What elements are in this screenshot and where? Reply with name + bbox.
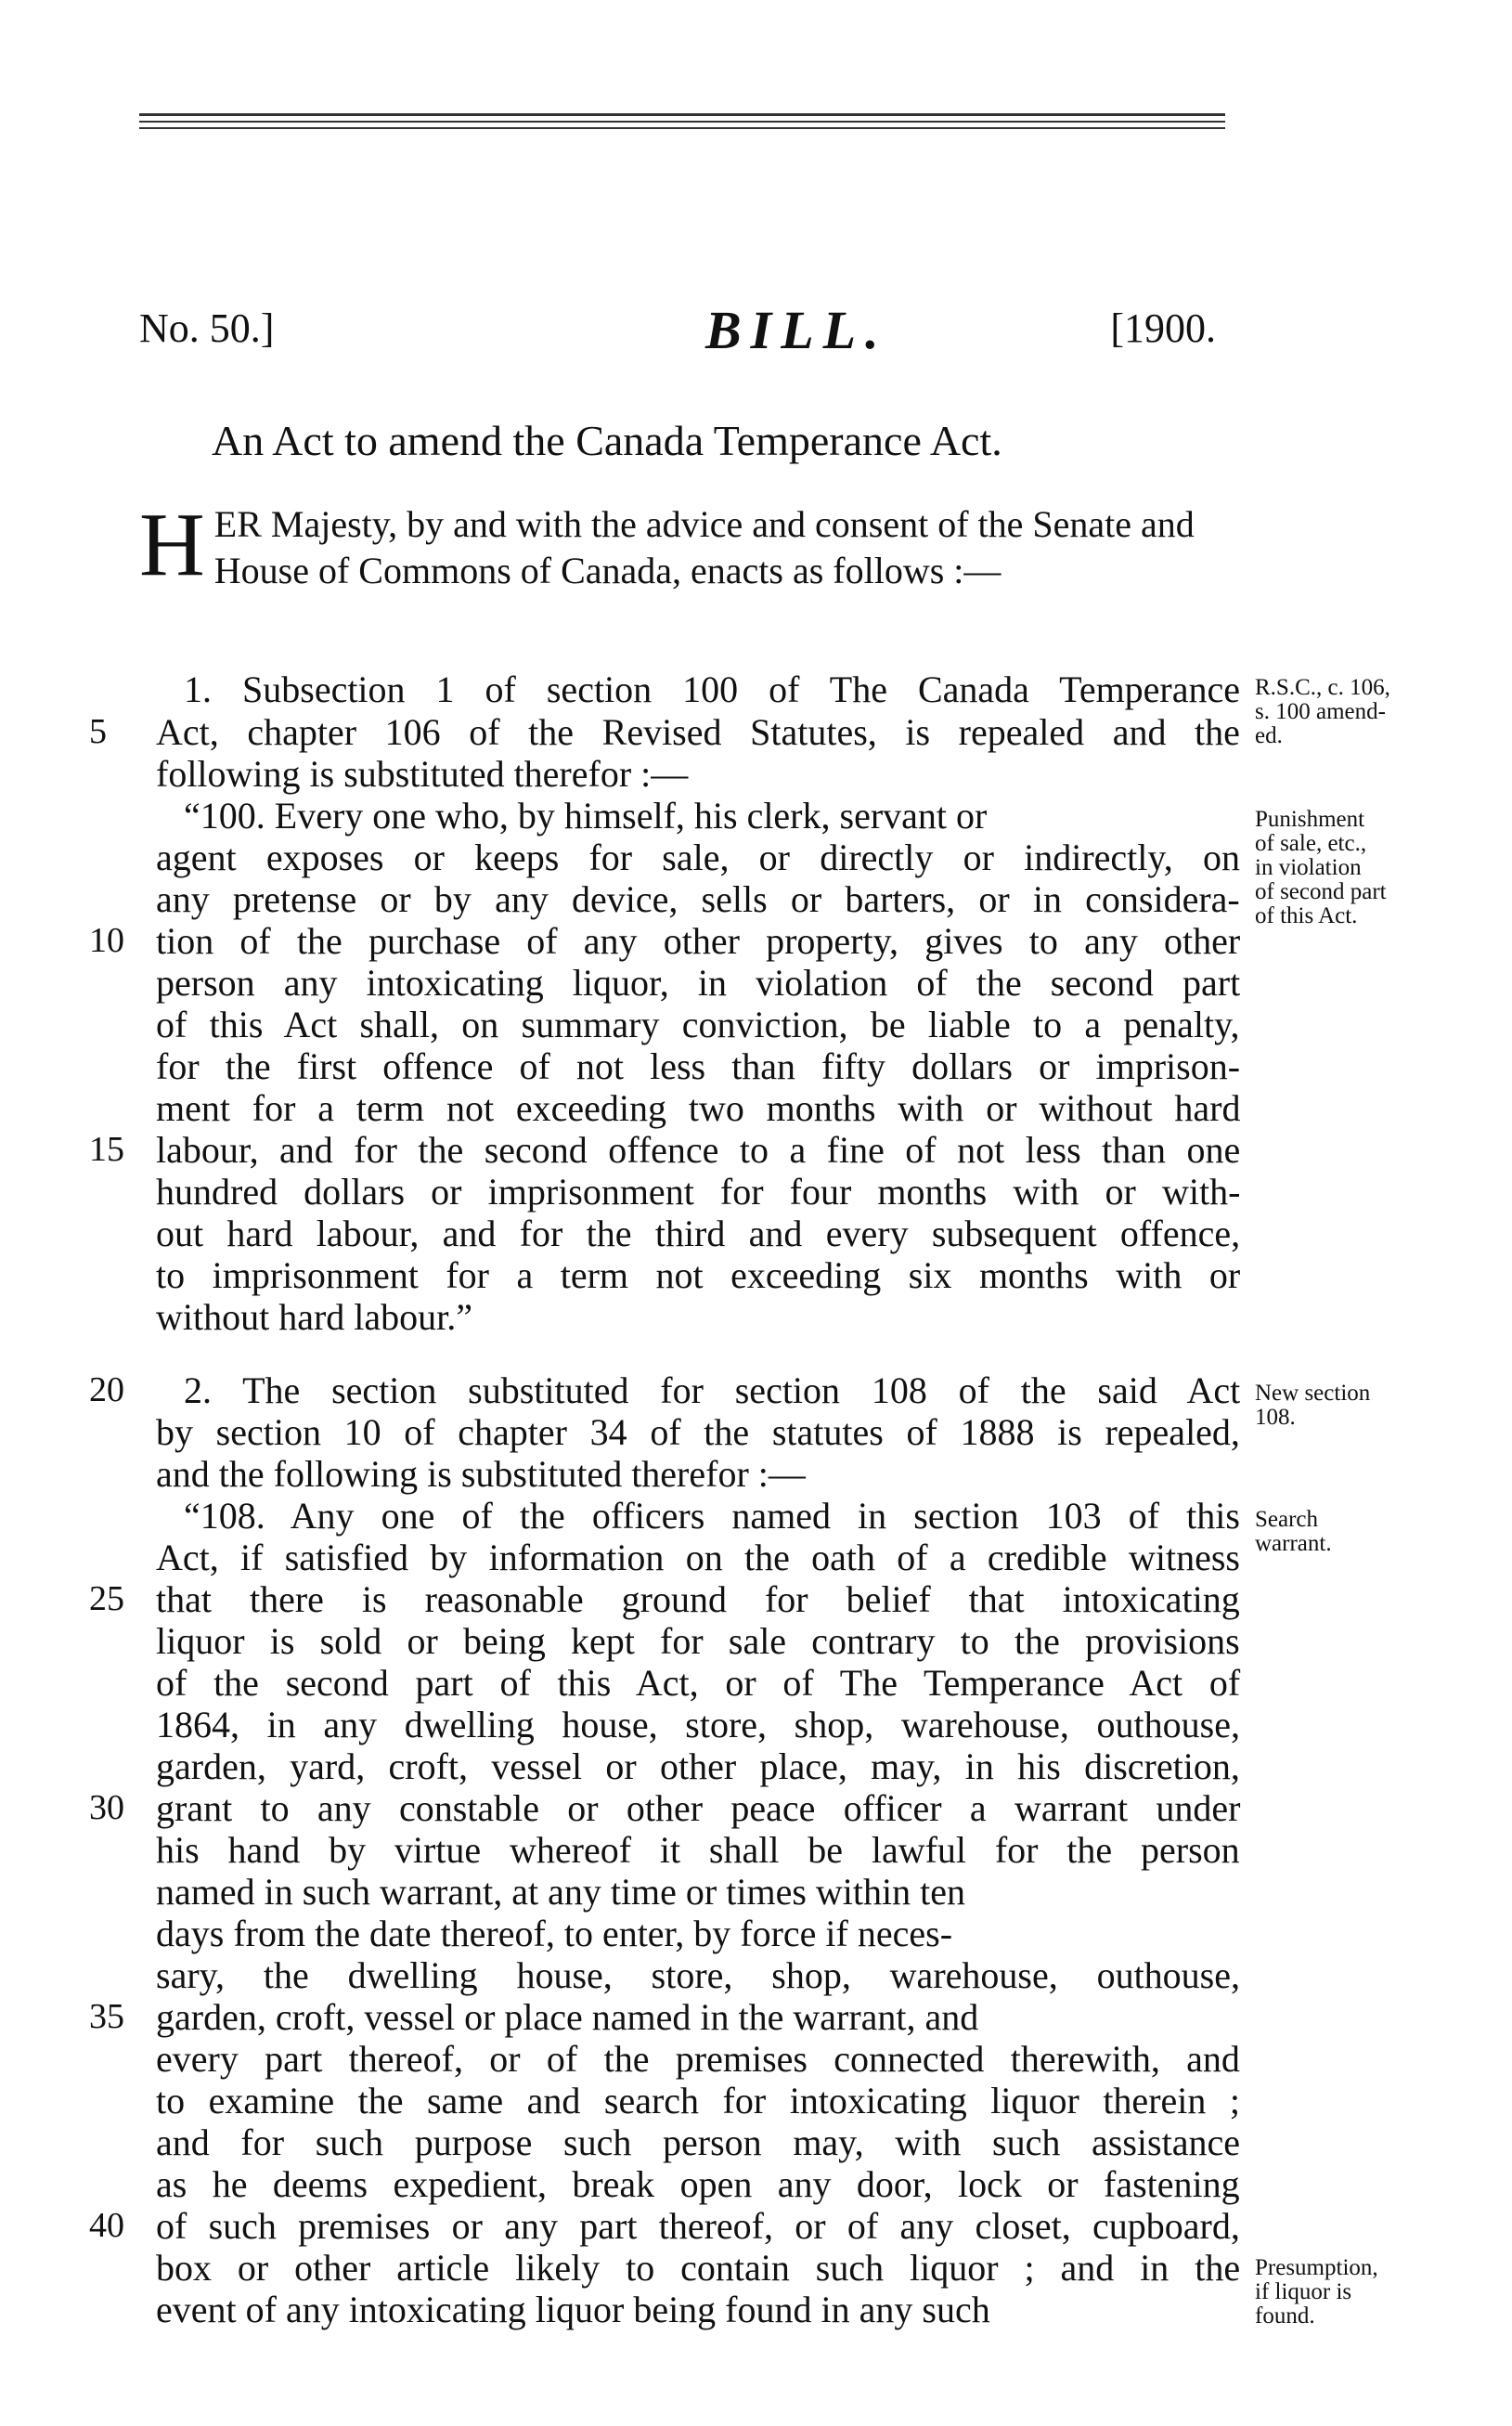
body-line: 1864, in any dwelling house, store, shop, warehouse, outhouse, bbox=[156, 1704, 1240, 1745]
body-line: event of any intoxicating liquor being found in any such bbox=[156, 2289, 990, 2330]
line-number: 15 bbox=[89, 1130, 124, 1169]
body-line: of the second part of this Act, or of The Temperance Act of bbox=[156, 1662, 1241, 1704]
body-line: 1. Subsection 1 of section 100 of The Canada Temperance bbox=[184, 668, 1241, 710]
line-number: 5 bbox=[89, 712, 107, 751]
side-note-line: Presumption, bbox=[1255, 2255, 1378, 2280]
side-note bbox=[1255, 1508, 1332, 1556]
body-line: garden, yard, croft, vessel or other place, may, in his discretion, bbox=[156, 1745, 1240, 1787]
line-number: 10 bbox=[89, 921, 124, 960]
side-note-line: R.S.C., c. 106, bbox=[1255, 675, 1390, 700]
side-note bbox=[1255, 2256, 1378, 2329]
line-number: 35 bbox=[89, 1997, 124, 2036]
side-note-line: found. bbox=[1255, 2303, 1315, 2329]
enacting-clause bbox=[139, 495, 1244, 595]
body-line: “100. Every one who, by himself, his clerk, servant or bbox=[184, 795, 988, 837]
body-line: following is substituted therefor :— bbox=[156, 753, 689, 795]
body-line: as he deems expedient, break open any door, lock or fastening bbox=[156, 2163, 1240, 2205]
body-line: 2. The section substituted for section 108 of the said Act bbox=[184, 1369, 1241, 1411]
body-line: of this Act shall, on summary conviction, be liable to a penalty, bbox=[156, 1004, 1240, 1045]
act-title: An Act to amend the Canada Temperance Act. bbox=[212, 417, 1002, 464]
body-line: liquor is sold or being kept for sale contrary to the provisions bbox=[156, 1620, 1240, 1662]
top-rule bbox=[139, 127, 1225, 129]
body-line: box or other article likely to contain such liquor ; and in the bbox=[156, 2247, 1241, 2289]
side-note-line: of second part bbox=[1255, 879, 1387, 904]
drop-cap: H bbox=[139, 495, 205, 595]
side-note-line: of this Act. bbox=[1255, 903, 1358, 928]
body-line: person any intoxicating liquor, in violation of the second part bbox=[156, 962, 1241, 1004]
body-line: of such premises or any part thereof, or of any closet, cupboard, bbox=[156, 2205, 1240, 2247]
body-line: hundred dollars or imprisonment for four months with or with- bbox=[156, 1171, 1241, 1213]
enacting-text: ER Majesty, by and with the advice and consent of the Senate and House of Commons of Canada, enacts as follows :— bbox=[213, 503, 1195, 591]
bill-year: [1900. bbox=[1110, 305, 1216, 351]
side-note bbox=[1255, 676, 1390, 748]
side-note-line: s. 100 amend- bbox=[1255, 699, 1386, 724]
body-line: any pretense or by any device, sells or barters, or in considera- bbox=[156, 878, 1240, 920]
body-line: and the following is substituted therefor :— bbox=[156, 1453, 806, 1495]
side-note-line: 108. bbox=[1255, 1405, 1296, 1430]
body-line: ment for a term not exceeding two months with or without hard bbox=[156, 1087, 1241, 1129]
side-note-line: warrant. bbox=[1255, 1531, 1332, 1556]
body-line: Act, chapter 106 of the Revised Statutes, is repealed and the bbox=[156, 711, 1240, 753]
top-rule bbox=[139, 121, 1225, 123]
bill-number: No. 50.] bbox=[139, 305, 275, 351]
top-rule bbox=[139, 113, 1225, 116]
body-line: “108. Any one of the officers named in section 103 of this bbox=[184, 1495, 1240, 1537]
body-line: and for such purpose such person may, with such assistance bbox=[156, 2121, 1240, 2163]
body-line: by section 10 of chapter 34 of the statutes of 1888 is repealed, bbox=[156, 1411, 1240, 1453]
line-number: 40 bbox=[89, 2206, 124, 2245]
body-line: agent exposes or keeps for sale, or directly or indirectly, on bbox=[156, 837, 1240, 878]
body-line: to imprisonment for a term not exceeding six months with or bbox=[156, 1254, 1241, 1296]
body-line: every part thereof, or of the premises connected therewith, and bbox=[156, 2038, 1240, 2080]
side-note bbox=[1255, 808, 1387, 928]
body-line: that there is reasonable ground for belief that intoxicating bbox=[156, 1578, 1240, 1620]
side-note-line: Search bbox=[1255, 1507, 1319, 1532]
body-line: for the first offence of not less than fifty dollars or imprison- bbox=[156, 1045, 1241, 1087]
body-line: his hand by virtue whereof it shall be lawful for the person bbox=[156, 1829, 1240, 1871]
line-number: 30 bbox=[89, 1788, 124, 1827]
body-line: without hard labour.” bbox=[156, 1296, 473, 1338]
side-note-line: in violation bbox=[1255, 855, 1362, 880]
side-note-line: if liquor is bbox=[1255, 2279, 1352, 2304]
side-note-line: of sale, etc., bbox=[1255, 831, 1367, 856]
line-number: 25 bbox=[89, 1579, 124, 1618]
side-note bbox=[1255, 1382, 1370, 1430]
body-line: to examine the same and search for intoxicating liquor therein ; bbox=[156, 2080, 1240, 2121]
body-line: out hard labour, and for the third and every subsequent offence, bbox=[156, 1213, 1241, 1254]
side-note-line: New section bbox=[1255, 1381, 1371, 1406]
body-line: tion of the purchase of any other property, gives to any other bbox=[156, 920, 1241, 962]
body-line: days from the date thereof, to enter, by force if neces- bbox=[156, 1913, 953, 1954]
line-number: 20 bbox=[89, 1370, 124, 1409]
side-note-line: Punishment bbox=[1255, 807, 1365, 832]
body-line: grant to any constable or other peace officer a warrant under bbox=[156, 1787, 1241, 1829]
bill-header bbox=[139, 300, 1225, 360]
side-note-line: ed. bbox=[1255, 723, 1283, 748]
bill-heading: BILL. bbox=[705, 300, 888, 360]
body-line: named in such warrant, at any time or times within ten bbox=[156, 1871, 965, 1913]
body-line: labour, and for the second offence to a fine of not less than one bbox=[156, 1129, 1241, 1171]
body-line: garden, croft, vessel or place named in the warrant, and bbox=[156, 1996, 979, 2038]
body-line: Act, if satisfied by information on the oath of a credible witness bbox=[156, 1537, 1240, 1578]
body-line: sary, the dwelling house, store, shop, warehouse, outhouse, bbox=[156, 1954, 1240, 1996]
